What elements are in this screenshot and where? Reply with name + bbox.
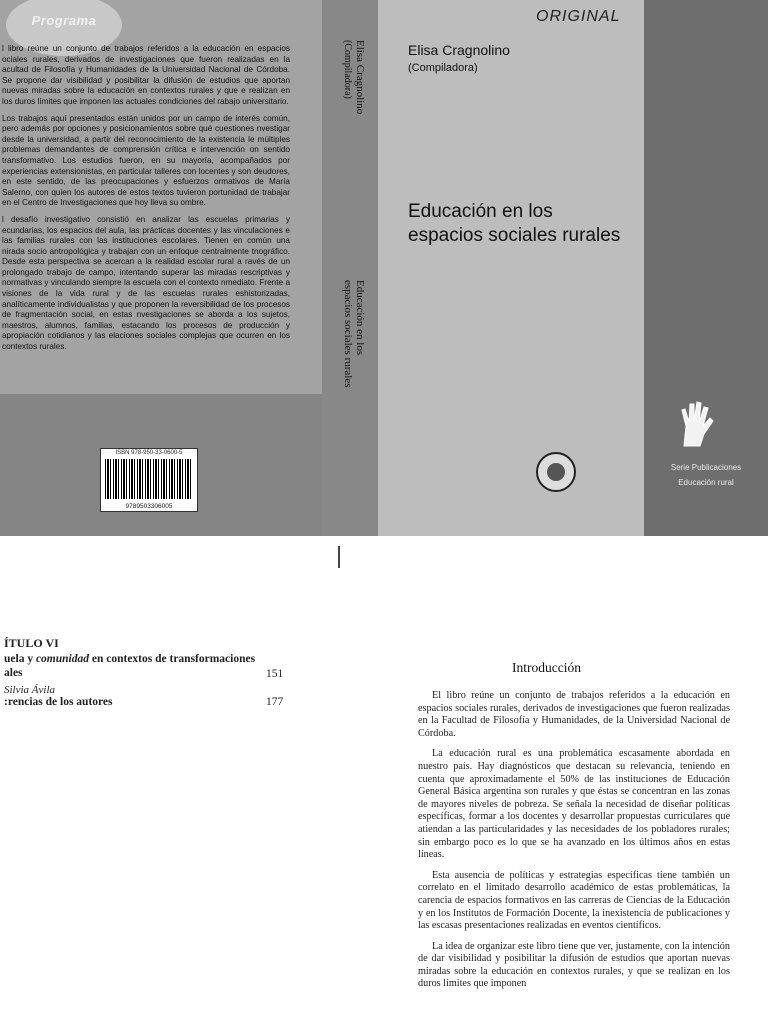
back-cover-blurb <box>2 44 290 359</box>
toc-chapter-heading: ÍTULO VI <box>4 636 59 650</box>
cover-title-line1: Educación en los <box>408 201 553 222</box>
toc-page-number: 177 <box>266 696 284 708</box>
university-seal-icon <box>536 452 576 492</box>
intro-paragraph: La idea de organizar este libro tiene que ver, justamente, con la intención de dar visibilidad y posibilitar la difusión de estudios que aportan nuevas miradas sobre la educación en contextos rurales, y que se realizan en los duros límites que imponen <box>418 940 730 990</box>
toc-title-line2: ales <box>4 667 23 679</box>
front-cover-dark-band <box>644 0 768 536</box>
cover-compiler: (Compiladora) <box>408 62 478 74</box>
toc-page-number: 151 <box>266 668 284 680</box>
blurb-paragraph: l libro reúne un conjunto de trabajos referidos a la educación en espacios ociales rurales, derivados de investigaciones que fueron realizadas en la acultad de Filosofía y Humanidades de la Universidad Nacional de Córdoba. Se propone dar visibilidad y posibilitar la difusión de estudios que aportan nuevas miradas sobre la educación en contextos rurales y que e realizan en los duros límites que imponen las actuales condiciones del rabajo universitario. <box>2 44 290 106</box>
blurb-paragraph: l desafío investigativo consistió en analizar las escuelas primarias y ecundarias, los espacios del aula, las prácticas docentes y las vinculaciones e las familias rurales con las instituciones escolares. Tienen en común una nirada socio antropológica y trabajan con un enfoque centralmente tnográfico. Desde esta perspectiva se acercan a la realidad escolar rural a ravés de un prolongado trabajo de campo, intentando superar las miradas rescriptivas y normativas y vinculando siempre la escuela con el contexto nmediato. Frente a visiones de la vida rural y de las escuelas rurales eshistorizadas, analíticamente individualistas y que proponen la reversibilidad de los procesos de fragmentación social, en estas nvestigaciones se aborda a los sujetos, maestros, alumnos, familias, estacando los procesos de producción y apropiación cotidianos y las elaciones sociales complejas que ocurren en los contextos rurales. <box>2 214 290 352</box>
hand-logo-icon <box>674 398 720 448</box>
toc-references-entry: :rencias de los autores <box>4 696 113 708</box>
intro-paragraph: Esta ausencia de políticas y estrategias específicas tiene también un correlato en el limitado desarrollo académico de estas problemáticas, la carencia de espacios formativos en las carreras de Ciencias de la Educación y en los Institutos de Formación Docente, la inexistencia de publicaciones y las escasas presentaciones realizadas en eventos científicos. <box>418 869 730 932</box>
cover-author: Elisa Cragnolino <box>408 42 510 58</box>
spine-author: Elisa Cragnolino <box>354 40 366 115</box>
handwritten-original-note: ORIGINAL <box>536 8 621 25</box>
cover-title-line2: espacios sociales rurales <box>408 225 621 246</box>
introduction-body <box>418 690 730 999</box>
barcode-isbn: ISBN 978-950-33-0600-5 <box>115 450 183 456</box>
barcode-bars <box>105 459 193 499</box>
page-fold-mark <box>338 546 340 568</box>
series-label: Serie Publicaciones <box>670 463 742 472</box>
seal-center <box>547 463 565 481</box>
stamp-text: Programa <box>31 12 97 28</box>
toc-title-part2: en contextos de transformaciones <box>91 653 256 665</box>
spine-text <box>340 40 370 520</box>
blurb-paragraph: Los trabajos aquí presentados están unidos por un campo de interés común, pero además por opciones y posicionamientos sobre qué cuestiones nvestigar desde la universidad, a partir del reconocimiento de la existencia le múltiples problemas demandantes de comprensión crítica e intervención on sentido transformativo. Los estudios fueron, en su mayoría, acompañados por experiencias extensionistas, en particular talleres con locentes y son deudores, en este sentido, de las preocupaciones y esfuerzos ormativos de María Salerno, con quien los autores de estos textos tuvieron portunidad de trabajar en el Centro de Investigaciones que hoy lleva su ombre. <box>2 113 290 208</box>
barcode-number: 9789503306005 <box>125 503 173 510</box>
series-sublabel: Educación rural <box>678 478 734 487</box>
toc-title-emph: comunidad <box>35 653 89 665</box>
toc-chapter-author: Silvia Ávila <box>4 684 56 696</box>
toc-title-part1: uela y <box>4 653 34 665</box>
toc-chapter-title <box>4 652 294 680</box>
front-cover <box>378 0 644 536</box>
spine-compiler: (Compiladora) <box>342 40 353 99</box>
isbn-barcode <box>100 448 198 512</box>
intro-paragraph: La educación rural es una problemática escasamente abordada en nuestro país. Hay diagnósticos que destacan su relevancia, teniendo en cuenta que aproximadamente el 50% de las instituciones de Educación General Básica argentina son rurales y que éstas se concentran en las zonas de mayores niveles de pobreza. Se señala la necesidad de diseñar políticas específicas, formar a los docentes y desarrollar propuestas curriculares que atiendan a las particularidades y las necesidades de los pobladores rurales; sin embargo poco es lo que se ha avanzado en los últimos años en estas líneas. <box>418 748 730 861</box>
intro-paragraph: El libro reúne un conjunto de trabajos referidos a la educación en espacios sociales rurales, derivados de investigaciones que fueron realizadas en la Facultad de Filosofía y Humanidades, de la Universidad Nacional de Córdoba. <box>418 690 730 739</box>
cover-title <box>408 200 620 248</box>
spine-title-line1: Educación en los <box>354 280 366 356</box>
introduction-heading: Introducción <box>512 660 581 675</box>
spine-title-line2: espacios sociales rurales <box>342 280 354 388</box>
